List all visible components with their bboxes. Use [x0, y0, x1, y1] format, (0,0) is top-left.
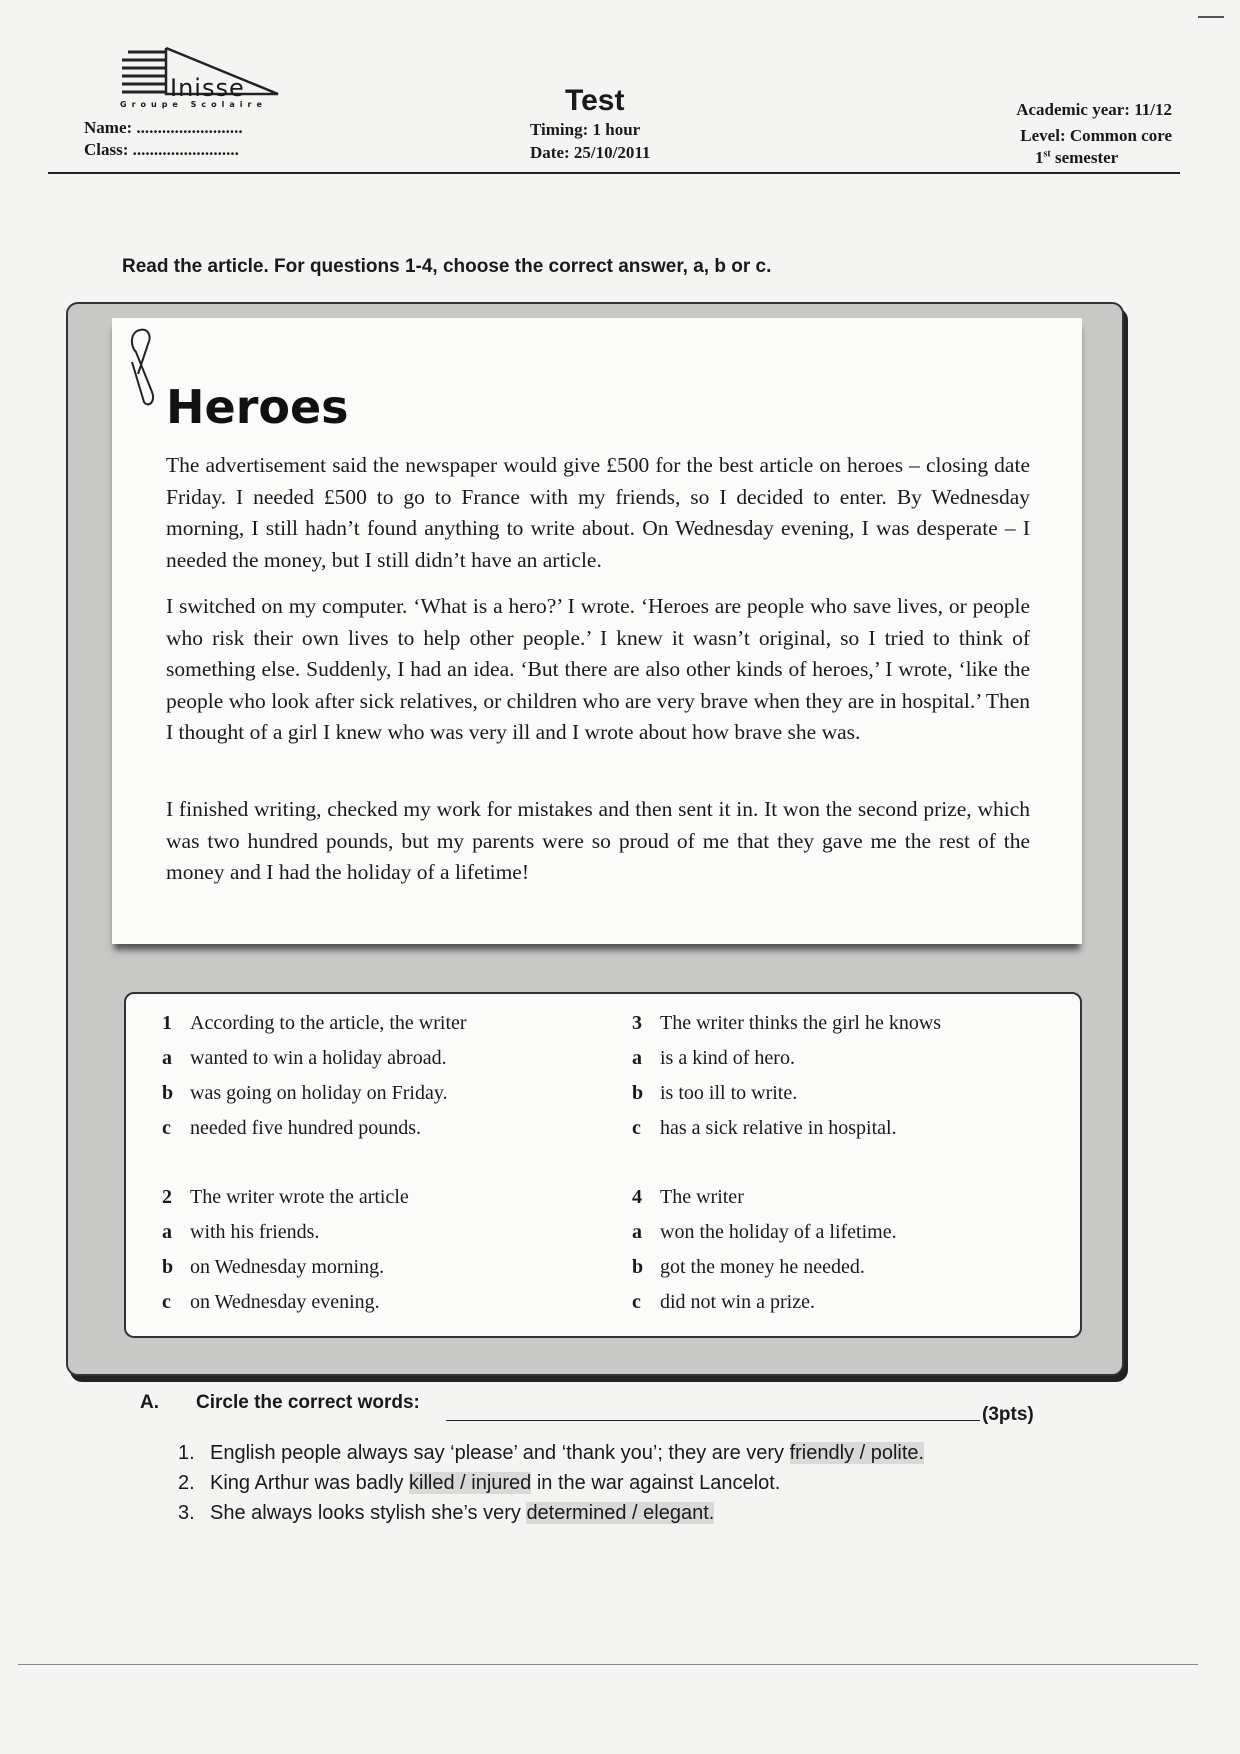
option-text: is too ill to write. — [660, 1082, 798, 1104]
option-letter: a — [162, 1221, 172, 1243]
question-number: 1 — [162, 1012, 172, 1034]
question-2 — [162, 1180, 409, 1320]
option-b[interactable] — [632, 1250, 897, 1285]
header-rule — [48, 172, 1180, 174]
option-c[interactable] — [632, 1285, 897, 1320]
question-number: 2 — [162, 1186, 172, 1208]
option-letter: c — [162, 1117, 171, 1139]
option-text: is a kind of hero. — [660, 1047, 795, 1069]
option-b[interactable] — [632, 1076, 941, 1111]
option-text: did not win a prize. — [660, 1291, 815, 1313]
item-text: King Arthur was badly — [210, 1472, 409, 1494]
item-text: She always looks stylish she’s very — [210, 1502, 527, 1524]
exercise-item — [178, 1442, 924, 1465]
question-1 — [162, 1006, 467, 1146]
exercise-item — [178, 1502, 714, 1525]
option-text: has a sick relative in hospital. — [660, 1117, 897, 1139]
article-paragraph: I switched on my computer. ‘What is a hero?’ I wrote. ‘Heroes are people who save lives, or people who risk their own lives to help other people.’ I knew it wasn’t original, so I tried to think of something else. Suddenly, I had an idea. ‘But there are also other kinds of heroes,’ I wrote, ‘like the people who look after sick relatives, or children who are very brave when they are in hospital.’ Then I thought of a girl I knew who was very ill and I wrote about how brave she was. — [166, 594, 1030, 744]
option-text: needed five hundred pounds. — [190, 1117, 422, 1139]
item-number: 3. — [178, 1502, 195, 1524]
semester — [1035, 148, 1118, 168]
option-c[interactable] — [162, 1111, 467, 1146]
bottom-rule — [18, 1664, 1198, 1665]
item-text: English people always say ‘please’ and ‘thank you’; they are very — [210, 1442, 790, 1464]
option-text: was going on holiday on Friday. — [190, 1082, 448, 1104]
word-choice[interactable]: killed / injured — [409, 1472, 532, 1494]
option-text: got the money he needed. — [660, 1256, 865, 1278]
section-a-letter: A. — [140, 1392, 159, 1413]
section-a-answer-line — [446, 1420, 980, 1421]
option-c[interactable] — [632, 1111, 941, 1146]
option-c[interactable] — [162, 1285, 409, 1320]
section-a-points: (3pts) — [982, 1404, 1034, 1425]
question-number: 4 — [632, 1186, 642, 1208]
option-a[interactable] — [632, 1215, 897, 1250]
question-stem: The writer — [660, 1186, 744, 1208]
option-letter: b — [162, 1082, 174, 1104]
option-a[interactable] — [162, 1215, 409, 1250]
semester-suffix: st — [1043, 148, 1051, 160]
option-letter: c — [632, 1117, 641, 1139]
option-b[interactable] — [162, 1250, 409, 1285]
question-stem: The writer thinks the girl he knows — [660, 1012, 942, 1034]
question-4 — [632, 1180, 897, 1320]
option-letter: c — [162, 1291, 171, 1313]
option-letter: c — [632, 1291, 641, 1313]
option-text: on Wednesday morning. — [190, 1256, 385, 1278]
paperclip-icon — [126, 322, 166, 412]
item-number: 2. — [178, 1472, 195, 1494]
semester-word: semester — [1050, 148, 1119, 167]
timing: Timing: 1 hour — [530, 120, 641, 139]
class-field[interactable]: Class: ......................... — [84, 140, 239, 159]
logo-subtitle: Groupe Scolaire — [120, 100, 267, 109]
academic-year: Academic year: 11/12 — [1016, 100, 1172, 119]
name-field[interactable]: Name: ......................... — [84, 118, 243, 137]
logo-name: Inisse — [170, 74, 245, 102]
question-3 — [632, 1006, 941, 1146]
article-paragraph: I finished writing, checked my work for mistakes and then sent it in. It won the second prize, which was two hundred pounds, but my parents were so proud of me that they gave me the rest of the money and I had the holiday of a lifetime! — [166, 797, 1030, 884]
semester-number: 1 — [1035, 148, 1044, 167]
article-title: Heroes — [166, 380, 349, 434]
option-text: with his friends. — [190, 1221, 320, 1243]
option-a[interactable] — [632, 1041, 941, 1076]
option-letter: b — [632, 1256, 644, 1278]
instructions: Read the article. For questions 1-4, choose the correct answer, a, b or c. — [122, 256, 772, 277]
option-b[interactable] — [162, 1076, 467, 1111]
question-stem: The writer wrote the article — [190, 1186, 409, 1208]
level: Level: Common core — [1020, 126, 1172, 145]
section-a-title: Circle the correct words: — [196, 1392, 420, 1413]
corner-mark — [1198, 16, 1224, 18]
exercise-item — [178, 1472, 780, 1495]
option-letter: a — [632, 1047, 642, 1069]
question-stem: According to the article, the writer — [190, 1012, 467, 1034]
option-a[interactable] — [162, 1041, 467, 1076]
option-letter: a — [632, 1221, 642, 1243]
article-paragraph: The advertisement said the newspaper would give £500 for the best article on heroes – closing date Friday. I needed £500 to go to France with my friends, so I decided to enter. By Wednesday morning, I still hadn’t found anything to write about. On Wednesday evening, I was desperate – I needed the money, but I still didn’t have an article. — [166, 453, 1030, 572]
option-letter: b — [162, 1256, 174, 1278]
test-title: Test — [565, 84, 625, 117]
date: Date: 25/10/2011 — [530, 143, 651, 162]
item-number: 1. — [178, 1442, 195, 1464]
word-choice[interactable]: determined / elegant. — [526, 1502, 715, 1524]
option-text: wanted to win a holiday abroad. — [190, 1047, 447, 1069]
item-text-after: in the war against Lancelot. — [531, 1472, 781, 1494]
word-choice[interactable]: friendly / polite. — [789, 1442, 925, 1464]
option-text: on Wednesday evening. — [190, 1291, 380, 1313]
option-letter: b — [632, 1082, 644, 1104]
option-letter: a — [162, 1047, 172, 1069]
option-text: won the holiday of a lifetime. — [660, 1221, 897, 1243]
question-number: 3 — [632, 1012, 642, 1034]
